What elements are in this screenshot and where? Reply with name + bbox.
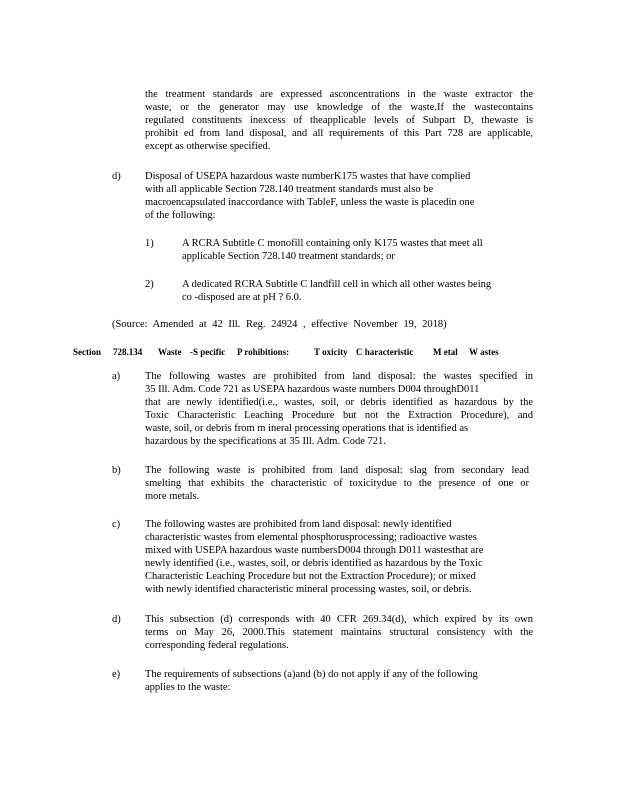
text-line: The requirements of subsections (a)and (b) do not apply if any of the following	[145, 669, 478, 680]
subitem-1-paragraph	[182, 237, 532, 263]
text-line: smelting that exhibits the characteristic of toxicitydue to the presence of one or	[145, 478, 529, 489]
subitem-2-paragraph	[182, 278, 534, 304]
continuation-paragraph	[145, 88, 533, 153]
text-line: of the following:	[145, 210, 216, 221]
item-b-paragraph	[145, 464, 529, 503]
text-line: mixed with USEPA hazardous waste numbersD004 through D011 wastesthat are	[145, 545, 484, 556]
text-line: with all applicable Section 728.140 treatment standards must also be	[145, 184, 434, 195]
text-line: regulated constituents inexcess of theapplicable levels of Subpart D, thewaste is	[145, 115, 533, 126]
text-line: Disposal of USEPA hazardous waste numberK175 wastes that have complied	[145, 171, 471, 182]
item-d-paragraph	[145, 170, 525, 222]
item-c-paragraph	[145, 518, 533, 596]
source-note: (Source: Amended at 42 Ill. Reg. 24924 , effective November 19, 2018)	[112, 319, 447, 330]
subitem-label-2: 2)	[145, 279, 154, 290]
heading-word: Waste	[158, 347, 182, 357]
text-line: prohibit ed from land disposal, and all requirements of this Part 728 are applicable,	[145, 128, 533, 139]
text-line: 35 Ill. Adm. Code 721 as USEPA hazardous waste numbers D004 throughD011	[145, 384, 480, 395]
text-line: corresponding federal regulations.	[145, 640, 289, 651]
heading-word: -S pecific	[190, 347, 226, 357]
text-line: macroencapsulated inaccordance with TableF, unless the waste is placedin one	[145, 197, 475, 208]
text-line: co -disposed are at pH ? 6.0.	[182, 292, 302, 303]
text-line: waste, or the generator may use knowledge of the waste.If the wastecontains	[145, 102, 533, 113]
text-line: with newly identified characteristic mineral processing wastes, soil, or debris.	[145, 584, 472, 595]
subitem-label-1: 1)	[145, 238, 154, 249]
text-line: This subsection (d) corresponds with 40 CFR 269.34(d), which expired by its own	[145, 614, 533, 625]
heading-word: W astes	[469, 347, 499, 357]
text-line: except as otherwise specified.	[145, 141, 271, 152]
item-d2-paragraph	[145, 613, 533, 652]
heading-word: P rohibitions:	[237, 347, 290, 357]
section-word: Section	[73, 347, 101, 357]
text-line: waste, soil, or debris from m ineral processing operations that is identified as	[145, 423, 469, 434]
text-line: more metals.	[145, 491, 200, 502]
text-line: terms on May 26, 2000.This statement maintains structural consistency with the	[145, 627, 533, 638]
text-line: The following wastes are prohibited from land disposal: the wastes specified in	[145, 371, 533, 382]
item-label-d2: d)	[112, 614, 121, 625]
text-line: applies to the waste:	[145, 682, 231, 693]
heading-word: T oxicity	[314, 347, 348, 357]
item-a-paragraph	[145, 370, 533, 448]
text-line: the treatment standards are expressed asconcentrations in the waste extractor the	[145, 89, 533, 100]
heading-word: C haracteristic	[356, 347, 414, 357]
text-line: Characteristic Leaching Procedure but not the Extraction Procedure); or mixed	[145, 571, 476, 582]
item-label-d: d)	[112, 171, 121, 182]
heading-word: M etal	[433, 347, 458, 357]
text-line: applicable Section 728.140 treatment standards; or	[182, 251, 395, 262]
text-line: A RCRA Subtitle C monofill containing only K175 wastes that meet all	[182, 238, 483, 249]
text-line: The following wastes are prohibited from land disposal: newly identified	[145, 519, 452, 530]
item-label-c: c)	[112, 519, 121, 530]
item-label-a: a)	[112, 371, 121, 382]
section-number: 728.134	[113, 347, 143, 357]
text-line: characteristic wastes from elemental phosphorusprocessing; radioactive wastes	[145, 532, 477, 543]
text-line: Toxic Characteristic Leaching Procedure but not the Extraction Procedure), and	[145, 410, 533, 421]
text-line: newly identified (i.e., wastes, soil, or debris identified as hazardous by the Toxic	[145, 558, 483, 569]
text-line: that are newly identified(i.e., wastes, soil, or debris identified as hazardous by the	[145, 397, 533, 408]
text-line: The following waste is prohibited from land disposal: slag from secondary lead	[145, 465, 529, 476]
text-line: A dedicated RCRA Subtitle C landfill cell in which all other wastes being	[182, 279, 492, 290]
item-label-e: e)	[112, 669, 121, 680]
item-e-paragraph	[145, 668, 521, 694]
item-label-b: b)	[112, 465, 121, 476]
text-line: hazardous by the specifications at 35 Ill. Adm. Code 721.	[145, 436, 386, 447]
